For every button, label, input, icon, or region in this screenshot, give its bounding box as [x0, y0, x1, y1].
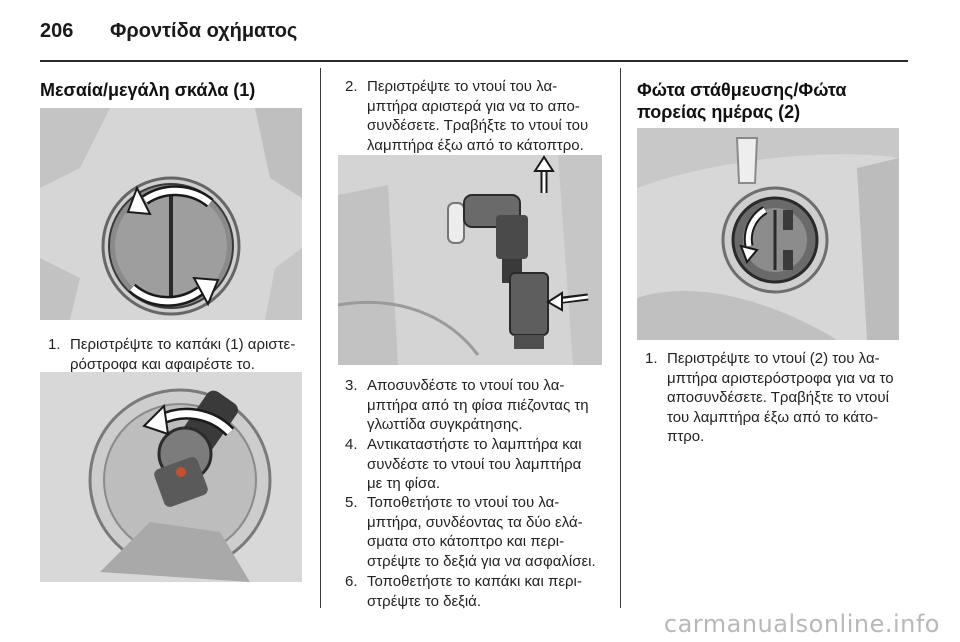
step-line: στρέψτε το δεξιά για να ασφαλίσει.: [367, 552, 596, 570]
column-divider-1: [320, 68, 321, 608]
col2-step-6: [345, 572, 582, 611]
step-line: Τοποθετήστε το καπάκι και περι-: [367, 573, 582, 590]
step-line: συνδέστε το ντουί του λαμπτήρα: [367, 455, 582, 473]
step-line: Τοποθετήστε το ντουί του λα-: [367, 494, 560, 511]
col3-heading: [637, 79, 847, 123]
page-number: 206: [40, 19, 74, 42]
header-rule: [40, 60, 908, 62]
step-line: σματα στο κάτοπτρο και περι-: [367, 533, 565, 550]
figure-bulb-disconnect: [338, 155, 602, 365]
watermark: carmanualsonline.info: [663, 610, 940, 638]
col3-step-1: [645, 349, 894, 447]
section-title: Φροντίδα οχήματος: [110, 19, 298, 42]
col2-step-2: [345, 77, 588, 155]
cover-removal-illustration: [40, 108, 302, 320]
step-line: Περιστρέψτε το ντουί του λα-: [367, 78, 558, 95]
parking-light-illustration: [637, 128, 899, 340]
step-line: συνδέσετε. Τραβήξτε το ντουί του: [367, 117, 589, 134]
figure-parking-light: [637, 128, 899, 340]
step-line: λαμπτήρα έξω από το κάτοπτρο.: [367, 136, 584, 154]
step-number: 5.: [345, 494, 358, 511]
step-line: ρόστροφα και αφαιρέστε το.: [70, 355, 255, 373]
step-line: του λαμπτήρα έξω από το κάτο-: [667, 408, 879, 426]
step-number: 2.: [345, 78, 358, 95]
step-line: πτρο.: [667, 428, 705, 445]
step-number: 4.: [345, 436, 358, 453]
col2-step-3: [345, 376, 589, 435]
column-divider-2: [620, 68, 621, 608]
col1-heading: Μεσαία/μεγάλη σκάλα (1): [40, 80, 256, 100]
col1-step-1: [48, 335, 295, 374]
step-line: μπτήρα, συνδέοντας τα δύο ελά-: [367, 513, 583, 531]
col3-heading-line: Φώτα στάθμευσης/Φώτα: [637, 80, 847, 100]
col2-step-5: [345, 493, 596, 571]
figure-cover-removal: [40, 108, 302, 320]
col3-heading-line: πορείας ημέρας (2): [637, 102, 801, 122]
step-line: Αποσυνδέστε το ντουί του λα-: [367, 377, 565, 394]
figure-bulb-holder-twist: [40, 372, 302, 582]
col2-step-4: [345, 435, 582, 494]
step-line: Περιστρέψτε το ντουί (2) του λα-: [667, 350, 880, 367]
step-number: 3.: [345, 377, 358, 394]
step-line: μπτήρα αριστερόστροφα για να το: [667, 369, 894, 387]
step-line: Αντικαταστήστε το λαμπτήρα και: [367, 436, 582, 453]
step-line: γλωττίδα συγκράτησης.: [367, 416, 523, 433]
step-number: 1.: [645, 350, 658, 367]
bulb-disconnect-illustration: [338, 155, 602, 365]
step-line: στρέψτε το δεξιά.: [367, 592, 482, 610]
page-header: [40, 16, 297, 46]
step-line: αποσυνδέσετε. Τραβήξτε το ντουί: [667, 389, 889, 406]
step-line: με τη φίσα.: [367, 475, 441, 492]
step-line: μπτήρα από τη φίσα πιέζοντας τη: [367, 396, 589, 414]
bulb-holder-twist-illustration: [40, 372, 302, 582]
step-number: 1.: [48, 336, 61, 353]
step-line: μπτήρα αριστερά για να το απο-: [367, 97, 580, 115]
step-line: Περιστρέψτε το καπάκι (1) αριστε-: [70, 336, 296, 353]
step-number: 6.: [345, 573, 358, 590]
